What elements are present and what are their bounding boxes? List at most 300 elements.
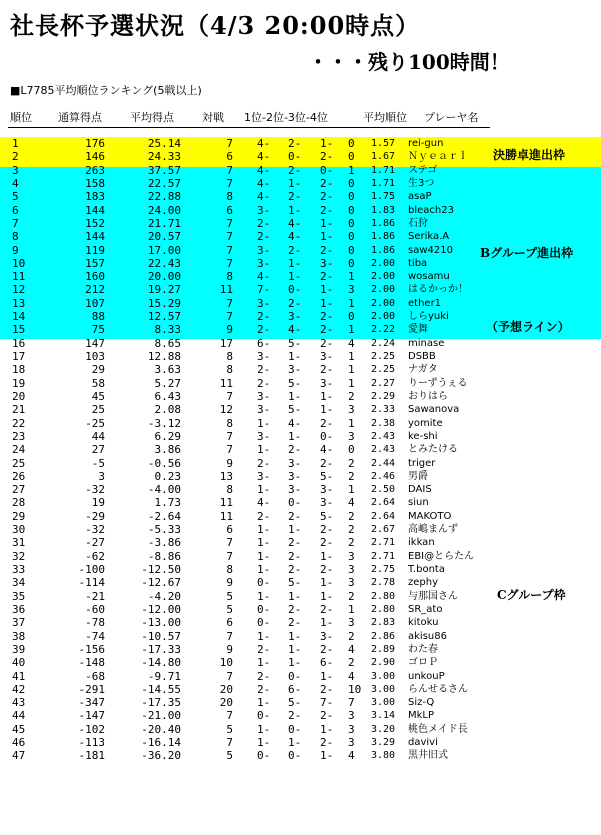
cell-p4: 3 [348,283,355,297]
cell-avg: -5.33 [147,523,181,537]
cell-avg: 25.14 [147,137,181,150]
cell-p2: 1- [288,270,302,284]
table-row [0,177,601,190]
cell-p3: 1- [320,230,334,244]
cell-games: 6 [226,523,233,537]
cell-rank: 24 [12,443,26,457]
cell-p4: 1 [348,296,355,310]
cell-player: ke-shi [408,430,438,442]
table-row [0,616,601,629]
header-rank: 順位 [10,111,32,124]
table-row [0,470,601,483]
cell-p1: 3- [257,403,271,417]
cell-p2: 1- [288,429,302,443]
table-row [0,230,601,243]
cell-p4: 2 [348,469,355,483]
cell-total: 19 [91,496,105,510]
cell-p1: 4- [257,270,271,284]
cell-p4: 3 [348,403,355,417]
cell-avgpos: 2.00 [371,271,396,283]
cell-games: 7 [226,389,233,403]
cell-p4: 3 [348,549,355,563]
header-places: 1位-2位-3位-4位 [244,111,328,124]
cell-p1: 1- [257,696,271,710]
cell-p3: 0- [320,429,334,443]
cell-p3: 2- [320,682,334,696]
cell-p2: 2- [288,243,302,257]
cell-p3: 1- [320,389,334,403]
cell-player: ゴロＰ [408,657,438,669]
cell-rank: 7 [12,216,19,230]
cell-p4: 0 [348,203,355,217]
cell-total: -60 [85,602,105,616]
cell-p4: 1 [348,350,355,363]
cell-p4: 1 [348,416,355,430]
cell-p3: 1- [320,549,334,563]
cell-games: 8 [226,350,233,363]
cell-total: -29 [85,509,105,523]
cell-total: -156 [78,642,105,656]
cell-avg: -36.20 [141,749,181,763]
cell-avg: 3.86 [154,443,181,457]
cell-p4: 3 [348,736,355,750]
cell-avg: -17.33 [141,642,181,656]
ranking-table [0,137,601,763]
cell-player: triger [408,457,436,469]
cell-player: yomite [408,417,443,429]
cell-p4: 1 [348,376,355,390]
cell-p4: 2 [348,656,355,670]
cell-p3: 2- [320,310,334,324]
cell-p2: 1- [288,629,302,643]
cell-total: -102 [78,722,105,736]
cell-p2: 5- [288,336,302,350]
table-row [0,403,601,416]
cell-games: 8 [226,416,233,430]
cell-p3: 3- [320,376,334,390]
cell-games: 5 [226,722,233,736]
cell-avgpos: 2.46 [371,470,396,482]
cell-p4: 2 [348,523,355,537]
cell-p2: 2- [288,137,302,150]
cell-p4: 0 [348,176,355,190]
cell-player: はるかっか！ [408,284,468,296]
cell-p4: 2 [348,389,355,403]
cell-rank: 23 [12,429,26,443]
note-forecast: （予想ライン） [486,320,570,334]
cell-player: siun [408,497,429,509]
cell-p4: 4 [348,336,355,350]
cell-games: 7 [226,243,233,257]
cell-avg: 22.43 [147,256,181,270]
cell-total: 152 [85,216,105,230]
cell-avgpos: 3.20 [371,723,396,735]
cell-p3: 4- [320,443,334,457]
cell-p2: 2- [288,549,302,563]
cell-games: 9 [226,323,233,337]
table-row [0,630,601,643]
table-row [0,270,601,283]
cell-total: -113 [78,736,105,750]
cell-p1: 0- [257,709,271,723]
cell-p2: 1- [288,656,302,670]
cell-avgpos: 2.78 [371,577,396,589]
cell-p2: 1- [288,389,302,403]
cell-avgpos: 2.25 [371,351,396,362]
cell-p1: 1- [257,722,271,736]
table-row [0,283,601,296]
cell-p3: 3- [320,350,334,363]
cell-p1: 2- [257,669,271,683]
table-row [0,496,601,509]
cell-games: 12 [219,403,233,417]
header-player: プレーヤ名 [424,111,479,124]
cell-player: kitoku [408,617,439,629]
cell-total: 29 [91,363,105,377]
cell-games: 11 [219,509,233,523]
cell-p3: 1- [320,296,334,310]
cell-rank: 31 [12,536,26,550]
table-row [0,536,601,549]
cell-p2: 1- [288,589,302,603]
cell-p3: 1- [320,749,334,763]
table-row [0,723,601,736]
cell-p4: 3 [348,722,355,736]
cell-avgpos: 3.29 [371,737,396,749]
cell-p2: 1- [288,176,302,190]
cell-player: asaP [408,191,432,203]
cell-player: EBI@とらたん [408,550,475,562]
cell-avg: 1.73 [154,496,181,510]
cell-avgpos: 1.67 [371,151,396,163]
cell-p2: 5- [288,403,302,417]
cell-avgpos: 3.00 [371,670,396,682]
cell-avgpos: 2.22 [371,324,396,336]
cell-p4: 3 [348,616,355,630]
cell-rank: 27 [12,483,26,497]
cell-games: 7 [226,163,233,177]
cell-games: 5 [226,589,233,603]
table-row [0,656,601,669]
cell-games: 11 [219,283,233,297]
cell-p3: 2- [320,736,334,750]
cell-player: bleach23 [408,204,454,216]
cell-avg: -2.64 [147,509,181,523]
table-row [0,670,601,683]
cell-rank: 12 [12,283,26,297]
cell-total: -5 [91,456,105,470]
cell-p1: 7- [257,283,271,297]
cell-total: -148 [78,656,105,670]
cell-total: -25 [85,416,105,430]
cell-games: 7 [226,137,233,150]
cell-p4: 0 [348,310,355,324]
cell-games: 7 [226,310,233,324]
cell-player: rei-gun [408,138,444,149]
cell-p1: 2- [257,376,271,390]
cell-player: DAIS [408,484,432,496]
cell-p2: 1- [288,350,302,363]
cell-p1: 2- [257,310,271,324]
cell-p1: 4- [257,137,271,150]
cell-p4: 0 [348,443,355,457]
cell-games: 7 [226,256,233,270]
cell-p3: 3- [320,256,334,270]
cell-player: Serika.A [408,231,450,243]
cell-p2: 0- [288,749,302,763]
cell-p1: 3- [257,389,271,403]
cell-games: 11 [219,496,233,510]
cell-p3: 2- [320,602,334,616]
cell-player: しらyuki [408,311,449,323]
cell-avgpos: 3.00 [371,683,396,695]
cell-p2: 1- [288,642,302,656]
cell-avg: 37.57 [147,163,181,177]
cell-avgpos: 2.86 [371,630,396,642]
cell-rank: 19 [12,376,26,390]
cell-p3: 2- [320,190,334,204]
cell-p3: 2- [320,642,334,656]
cell-p3: 5- [320,509,334,523]
cell-p3: 1- [320,403,334,417]
cell-rank: 5 [12,190,19,204]
cell-player: wosamu [408,271,450,283]
cell-avgpos: 2.83 [371,617,396,629]
cell-player: ikkan [408,537,435,549]
cell-player: T.bonta [408,564,445,575]
cell-avg: 17.00 [147,243,181,257]
cell-p2: 3- [288,310,302,324]
cell-p3: 2- [320,523,334,537]
cell-games: 7 [226,629,233,643]
cell-p2: 3- [288,456,302,470]
table-row [0,643,601,656]
cell-rank: 28 [12,496,26,510]
cell-p1: 0- [257,576,271,590]
cell-p1: 2- [257,363,271,377]
cell-rank: 37 [12,616,26,630]
table-row [0,523,601,536]
table-row [0,164,601,177]
cell-games: 7 [226,709,233,723]
cell-avg: 6.43 [154,389,181,403]
cell-p4: 1 [348,323,355,337]
cell-p2: 2- [288,163,302,177]
cell-p1: 1- [257,589,271,603]
cell-p4: 1 [348,363,355,377]
cell-avg: -16.14 [141,736,181,750]
table-row [0,563,601,576]
cell-p4: 4 [348,496,355,510]
cell-p3: 0- [320,163,334,177]
cell-p1: 2- [257,456,271,470]
cell-total: -62 [85,549,105,563]
cell-avgpos: 1.75 [371,191,396,203]
cell-p4: 3 [348,709,355,723]
cell-rank: 16 [12,336,26,350]
cell-avg: -12.50 [141,563,181,576]
cell-rank: 42 [12,682,26,696]
header-games: 対戦 [202,111,224,124]
cell-p1: 1- [257,416,271,430]
cell-p4: 2 [348,536,355,550]
cell-p3: 3- [320,496,334,510]
cell-rank: 36 [12,602,26,616]
cell-avg: -9.71 [147,669,181,683]
cell-avg: -17.35 [141,696,181,710]
cell-p1: 1- [257,536,271,550]
cell-total: -291 [78,682,105,696]
cell-player: akisu86 [408,630,447,642]
cell-player: zephy [408,577,439,589]
cell-games: 9 [226,576,233,590]
cell-player: とみたける [408,444,458,456]
cell-games: 6 [226,150,233,164]
cell-games: 17 [219,336,233,350]
cell-p4: 1 [348,163,355,177]
header-divider [8,127,490,128]
cell-p2: 4- [288,216,302,230]
cell-p1: 0- [257,616,271,630]
cell-avg: -0.56 [147,456,181,470]
cell-avgpos: 2.44 [371,457,396,469]
cell-p1: 1- [257,563,271,576]
table-row [0,363,601,376]
cell-total: 157 [85,256,105,270]
cell-p4: 3 [348,429,355,443]
cell-games: 7 [226,176,233,190]
cell-rank: 43 [12,696,26,710]
table-row [0,443,601,456]
cell-avgpos: 1.86 [371,244,396,256]
cell-rank: 18 [12,363,26,377]
cell-player: らんせるさん [408,683,468,695]
cell-rank: 1 [12,137,19,150]
cell-p3: 2- [320,270,334,284]
cell-total: 146 [85,150,105,164]
cell-avgpos: 2.33 [371,404,396,416]
cell-p4: 4 [348,749,355,763]
cell-p3: 2- [320,176,334,190]
cell-player: ナガタ [408,364,438,376]
table-row [0,350,601,363]
cell-rank: 15 [12,323,26,337]
cell-p4: 0 [348,190,355,204]
cell-games: 7 [226,443,233,457]
cell-games: 7 [226,736,233,750]
note-final: 決勝卓進出枠 [493,148,566,162]
cell-p1: 1- [257,523,271,537]
cell-avg: -14.80 [141,656,181,670]
cell-games: 5 [226,749,233,763]
cell-p1: 3- [257,429,271,443]
cell-p2: 3- [288,363,302,377]
cell-p2: 2- [288,709,302,723]
cell-games: 8 [226,190,233,204]
cell-avg: 2.08 [154,403,181,417]
cell-p1: 3- [257,243,271,257]
table-row [0,736,601,749]
cell-total: -147 [78,709,105,723]
cell-games: 8 [226,483,233,497]
cell-avg: -13.00 [141,616,181,630]
cell-player: 高嶋まんず [408,524,458,536]
cell-rank: 9 [12,243,19,257]
cell-total: -21 [85,589,105,603]
header-total: 通算得点 [58,111,102,124]
cell-p2: 0- [288,669,302,683]
cell-p4: 2 [348,509,355,523]
cell-p4: 4 [348,669,355,683]
cell-games: 5 [226,602,233,616]
cell-p3: 1- [320,669,334,683]
cell-p3: 1- [320,616,334,630]
cell-player: 愛舞 [408,324,428,336]
cell-avg: -12.67 [141,576,181,590]
cell-games: 7 [226,549,233,563]
cell-p3: 2- [320,536,334,550]
cell-p1: 4- [257,150,271,164]
cell-rank: 4 [12,176,19,190]
cell-p3: 1- [320,283,334,297]
cell-avg: -8.86 [147,549,181,563]
cell-rank: 21 [12,403,26,417]
cell-p4: 4 [348,642,355,656]
cell-total: 119 [85,243,105,257]
cell-p2: 0- [288,150,302,164]
cell-avg: 15.29 [147,296,181,310]
cell-p1: 6- [257,336,271,350]
cell-p2: 5- [288,576,302,590]
table-row [0,749,601,762]
cell-rank: 45 [12,722,26,736]
cell-p4: 7 [348,696,355,710]
cell-avg: -10.57 [141,629,181,643]
table-row [0,390,601,403]
cell-games: 10 [219,656,233,670]
cell-p4: 3 [348,576,355,590]
cell-player: わた春 [408,643,438,655]
cell-p3: 2- [320,416,334,430]
cell-avg: -3.86 [147,536,181,550]
cell-player: DSBB [408,351,436,362]
table-header [0,106,601,126]
cell-p2: 2- [288,616,302,630]
cell-avgpos: 1.71 [371,177,396,189]
cell-avgpos: 2.43 [371,444,396,456]
cell-games: 7 [226,230,233,244]
cell-avgpos: 2.29 [371,390,396,402]
cell-p3: 2- [320,323,334,337]
cell-avgpos: 3.80 [371,750,396,762]
cell-p3: 1- [320,589,334,603]
cell-avgpos: 2.75 [371,564,396,575]
cell-p2: 2- [288,190,302,204]
cell-player: 桃色メイド長 [408,723,468,735]
cell-p3: 2- [320,150,334,164]
cell-avg: 22.88 [147,190,181,204]
cell-avgpos: 2.43 [371,430,396,442]
table-row [0,190,601,203]
cell-p3: 5- [320,469,334,483]
cell-games: 11 [219,376,233,390]
cell-avg: -4.20 [147,589,181,603]
cell-player: minase [408,337,445,349]
table-row [0,457,601,470]
cell-avgpos: 1.83 [371,204,396,216]
cell-avgpos: 2.25 [371,364,396,376]
cell-avg: 12.57 [147,310,181,324]
